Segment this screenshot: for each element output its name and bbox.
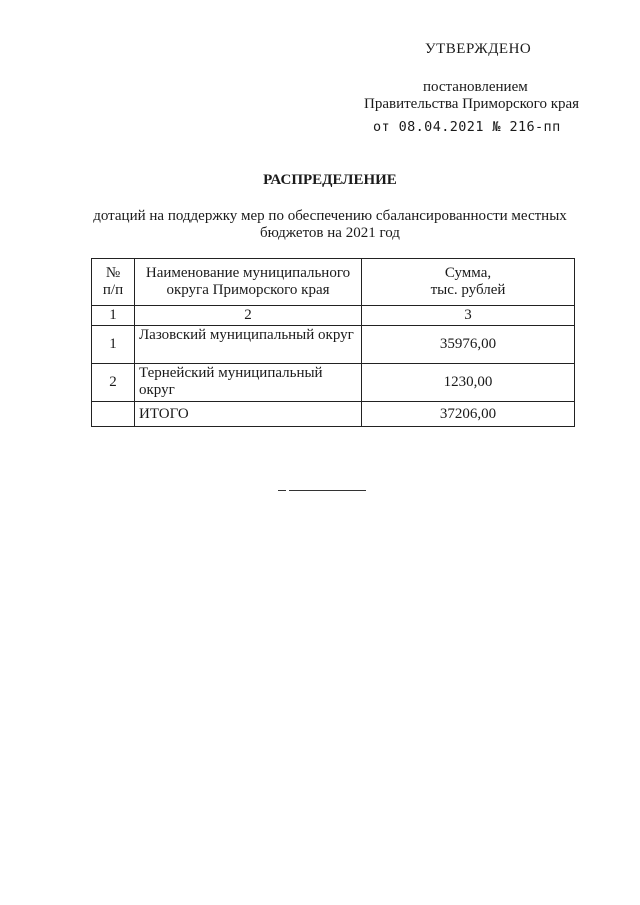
row-district-name: Тернейский муниципальный округ bbox=[135, 364, 362, 402]
header-number-abbr: п/п bbox=[102, 282, 124, 298]
document-title: РАСПРЕДЕЛЕНИЕ bbox=[263, 172, 397, 188]
column-number-row bbox=[92, 306, 575, 326]
column-number-1: 1 bbox=[92, 306, 135, 326]
column-number-2: 2 bbox=[135, 306, 362, 326]
row-number: 2 bbox=[92, 364, 135, 402]
column-number-3: 3 bbox=[362, 306, 575, 326]
row-amount: 35976,00 bbox=[362, 326, 575, 364]
header-sum-cell bbox=[362, 259, 575, 306]
header-sum-label: Сумма, bbox=[444, 265, 492, 281]
header-name-cell: Наименование муниципального округа Приморского края bbox=[135, 259, 362, 306]
divider-line bbox=[289, 490, 366, 491]
row-number: 1 bbox=[92, 326, 135, 364]
header-number-cell bbox=[92, 259, 135, 306]
row-amount: 1230,00 bbox=[362, 364, 575, 402]
table-header-row bbox=[92, 259, 575, 306]
distribution-table bbox=[91, 258, 575, 427]
total-label: ИТОГО bbox=[135, 402, 362, 427]
table-total-row bbox=[92, 402, 575, 427]
row-district-name: Лазовский муниципальный округ bbox=[135, 326, 362, 364]
approval-date-number: от 08.04.2021 № 216-пп bbox=[373, 119, 561, 135]
table-row bbox=[92, 326, 575, 364]
approval-resolution-label: постановлением bbox=[423, 79, 528, 95]
approval-authority: Правительства Приморского края bbox=[364, 96, 580, 112]
total-amount: 37206,00 bbox=[362, 402, 575, 427]
header-sum-unit: тыс. рублей bbox=[430, 282, 506, 298]
total-number-empty bbox=[92, 402, 135, 427]
document-subtitle: дотаций на поддержку мер по обеспечению сбалансированности местных бюджетов на 2021 год bbox=[93, 208, 567, 241]
approval-title: УТВЕРЖДЕНО bbox=[425, 41, 532, 57]
divider-dash bbox=[278, 490, 286, 491]
table-row bbox=[92, 364, 575, 402]
header-number-sign: № bbox=[105, 265, 121, 281]
